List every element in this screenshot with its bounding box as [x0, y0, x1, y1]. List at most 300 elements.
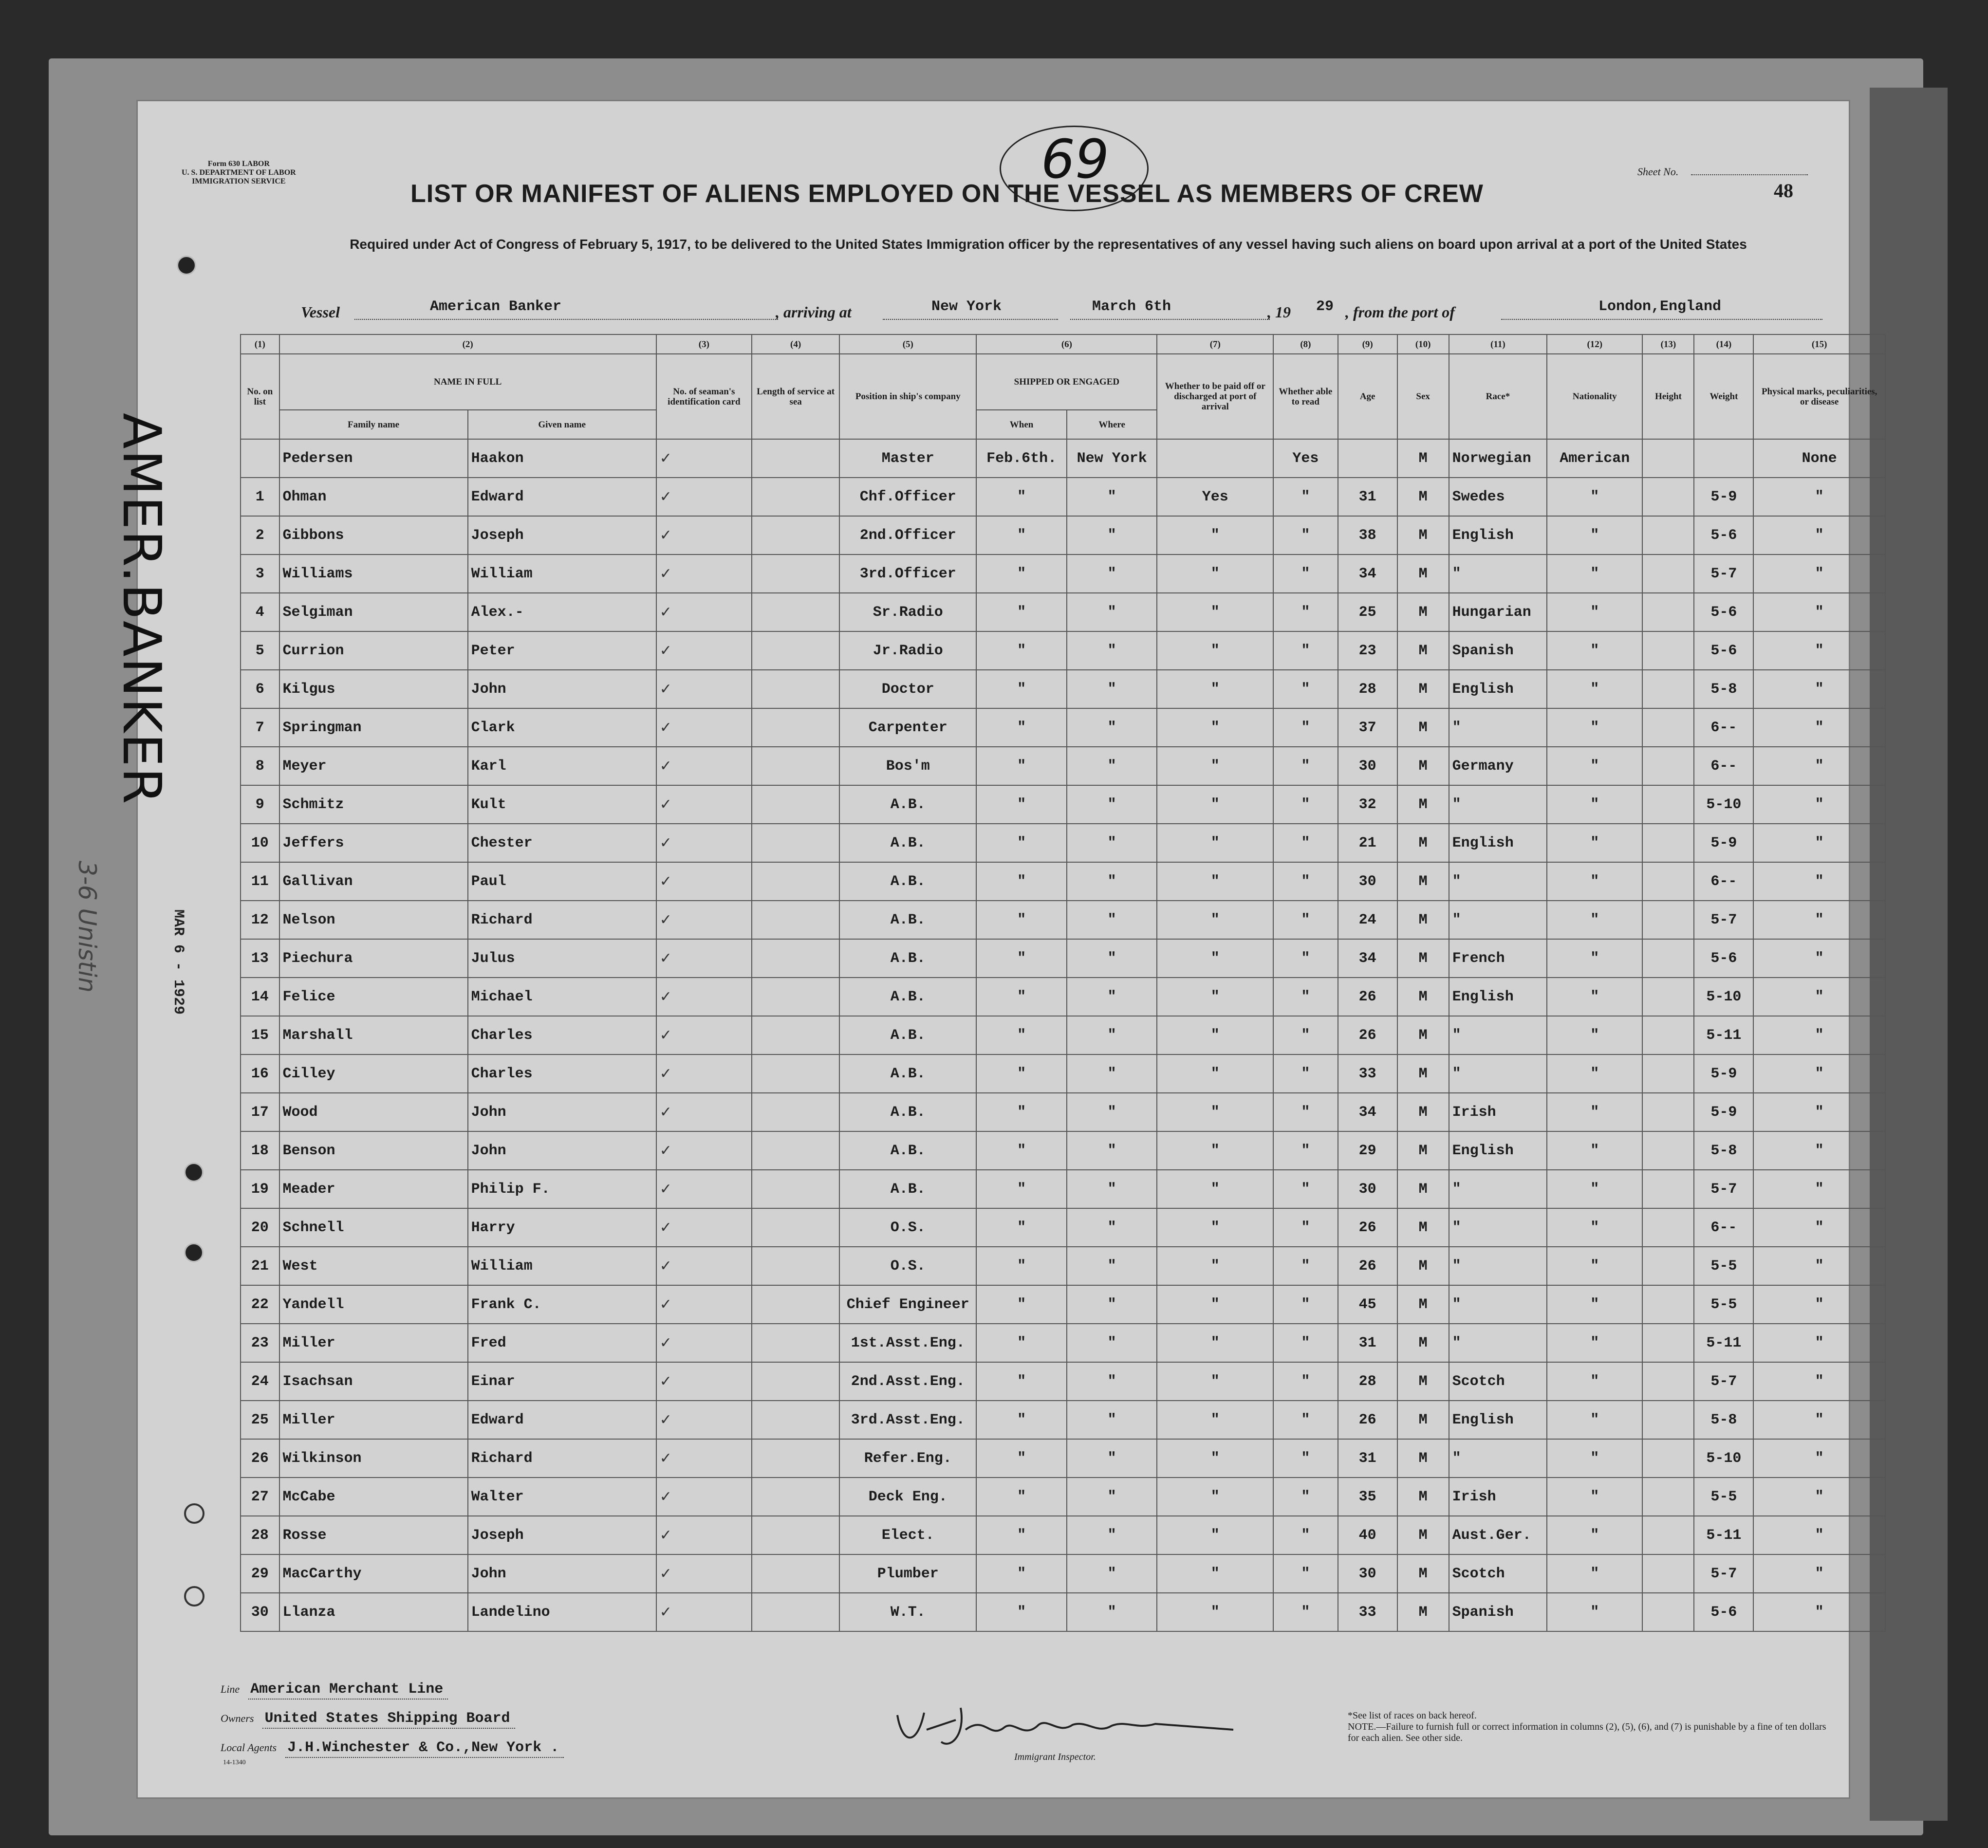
cell-read: ": [1273, 1054, 1338, 1093]
cell-no: 11: [241, 862, 279, 901]
cell-family: Jeffers: [279, 824, 468, 862]
from-dotline: [1501, 319, 1822, 320]
cell-position: A.B.: [839, 901, 976, 939]
cell-age: 28: [1338, 1362, 1397, 1401]
cell-paid: ": [1157, 1208, 1273, 1247]
cell-where: ": [1067, 1478, 1157, 1516]
cell-where: ": [1067, 478, 1157, 516]
cell-where: ": [1067, 785, 1157, 824]
cell-marks: ": [1753, 978, 1885, 1016]
cell-race: Spanish: [1449, 631, 1547, 670]
cell-sex: M: [1397, 1516, 1449, 1554]
table-row: [241, 978, 1885, 1016]
cell-race: Aust.Ger.: [1449, 1516, 1547, 1554]
header-given-name: Given name: [468, 410, 656, 439]
cell-age: 25: [1338, 593, 1397, 631]
note-penalty: NOTE.—Failure to furnish full or correct information in columns (2), (5), (6), and (7) is punishable by a fine of ten dollars for each alien. See other side.: [1348, 1721, 1826, 1743]
cell-weight: 5-6: [1694, 516, 1753, 554]
agents-label: Local Agents: [221, 1741, 277, 1754]
cell-age: 34: [1338, 1093, 1397, 1131]
cell-where: ": [1067, 1516, 1157, 1554]
cell-family: Miller: [279, 1324, 468, 1362]
cell-weight: 6--: [1694, 708, 1753, 747]
table-row: [241, 747, 1885, 785]
table-row: [241, 478, 1885, 516]
cell-position: A.B.: [839, 978, 976, 1016]
cell-family: MacCarthy: [279, 1554, 468, 1593]
cell-marks: ": [1753, 1554, 1885, 1593]
id-card-checkmark: ✓: [656, 1516, 752, 1554]
cell-where: ": [1067, 1054, 1157, 1093]
cell-marks: ": [1753, 1208, 1885, 1247]
cell-weight: 5-5: [1694, 1247, 1753, 1285]
cell-read: ": [1273, 1285, 1338, 1324]
cell-where: ": [1067, 1208, 1157, 1247]
table-row: [241, 554, 1885, 593]
cell-age: 26: [1338, 978, 1397, 1016]
cell-nationality: ": [1547, 670, 1642, 708]
cell-family: Benson: [279, 1131, 468, 1170]
cell-given: Peter: [468, 631, 656, 670]
cell-read: ": [1273, 1554, 1338, 1593]
cell-age: 30: [1338, 862, 1397, 901]
height-cell: [1642, 1054, 1694, 1093]
table-row: [241, 1247, 1885, 1285]
cell-read: ": [1273, 1401, 1338, 1439]
cell-age: [1338, 439, 1397, 478]
cell-nationality: ": [1547, 978, 1642, 1016]
cell-when: ": [976, 670, 1067, 708]
cell-sex: M: [1397, 1131, 1449, 1170]
cell-age: 26: [1338, 1401, 1397, 1439]
cell-marks: ": [1753, 901, 1885, 939]
cell-sex: M: [1397, 1478, 1449, 1516]
cell-where: ": [1067, 631, 1157, 670]
cell-paid: ": [1157, 1401, 1273, 1439]
id-card-checkmark: ✓: [656, 1439, 752, 1478]
cell-position: A.B.: [839, 1016, 976, 1054]
cell-nationality: ": [1547, 1439, 1642, 1478]
id-card-checkmark: ✓: [656, 862, 752, 901]
cell-given: Fred: [468, 1324, 656, 1362]
table-row: [241, 670, 1885, 708]
height-cell: [1642, 478, 1694, 516]
cell-marks: ": [1753, 1324, 1885, 1362]
cell-read: ": [1273, 708, 1338, 747]
table-row: [241, 1285, 1885, 1324]
cell-weight: 5-6: [1694, 593, 1753, 631]
cell-marks: ": [1753, 862, 1885, 901]
cell-weight: 5-8: [1694, 1401, 1753, 1439]
length-cell: [752, 1208, 839, 1247]
cell-when: ": [976, 1593, 1067, 1631]
cell-no: 5: [241, 631, 279, 670]
cell-marks: ": [1753, 516, 1885, 554]
cell-family: Wilkinson: [279, 1439, 468, 1478]
cell-position: Chf.Officer: [839, 478, 976, 516]
cell-weight: 5-7: [1694, 1554, 1753, 1593]
cell-read: ": [1273, 1439, 1338, 1478]
cell-family: Llanza: [279, 1593, 468, 1631]
cell-sex: M: [1397, 1054, 1449, 1093]
cell-sex: M: [1397, 554, 1449, 593]
table-row: [241, 1016, 1885, 1054]
cell-when: ": [976, 1285, 1067, 1324]
cell-no: 21: [241, 1247, 279, 1285]
agents-value: J.H.Winchester & Co.,New York .: [285, 1739, 564, 1758]
table-row: [241, 439, 1885, 478]
header-where: Where: [1067, 410, 1157, 439]
id-card-checkmark: ✓: [656, 554, 752, 593]
table-row: [241, 593, 1885, 631]
cell-position: A.B.: [839, 1170, 976, 1208]
cell-where: ": [1067, 670, 1157, 708]
cell-race: Scotch: [1449, 1554, 1547, 1593]
cell-read: ": [1273, 1516, 1338, 1554]
form-identifier: Form 630 LABOR U. S. DEPARTMENT OF LABOR IMMIGRATION SERVICE: [182, 160, 296, 185]
required-notice: Required under Act of Congress of February 5, 1917, to be delivered to the United States Immigration officer by the representatives of any vessel having such aliens on board upon arrival at a port of the United States: [350, 237, 1747, 252]
cell-weight: 5-6: [1694, 1593, 1753, 1631]
header-paid-off: Whether to be paid off or discharged at port of arrival: [1157, 354, 1273, 439]
cell-given: Julus: [468, 939, 656, 978]
binder-hole: [184, 1163, 204, 1182]
length-cell: [752, 1131, 839, 1170]
cell-race: ": [1449, 1439, 1547, 1478]
length-cell: [752, 554, 839, 593]
cell-marks: ": [1753, 824, 1885, 862]
cell-paid: ": [1157, 670, 1273, 708]
table-row: [241, 631, 1885, 670]
cell-read: ": [1273, 1247, 1338, 1285]
cell-paid: ": [1157, 824, 1273, 862]
cell-given: Joseph: [468, 1516, 656, 1554]
height-cell: [1642, 785, 1694, 824]
cell-where: New York: [1067, 439, 1157, 478]
cell-age: 32: [1338, 785, 1397, 824]
height-cell: [1642, 1285, 1694, 1324]
cell-position: Elect.: [839, 1516, 976, 1554]
cell-read: ": [1273, 939, 1338, 978]
cell-age: 30: [1338, 1170, 1397, 1208]
cell-given: Haakon: [468, 439, 656, 478]
cell-read: ": [1273, 1170, 1338, 1208]
owners-label: Owners: [221, 1712, 254, 1724]
cell-nationality: ": [1547, 1016, 1642, 1054]
cell-age: 31: [1338, 1324, 1397, 1362]
length-cell: [752, 1593, 839, 1631]
cell-paid: ": [1157, 1324, 1273, 1362]
cell-nationality: ": [1547, 1170, 1642, 1208]
cell-weight: 5-9: [1694, 1093, 1753, 1131]
cell-weight: 6--: [1694, 747, 1753, 785]
cell-where: ": [1067, 1131, 1157, 1170]
cell-weight: 5-7: [1694, 554, 1753, 593]
cell-no: 14: [241, 978, 279, 1016]
id-card-checkmark: ✓: [656, 1362, 752, 1401]
cell-where: ": [1067, 708, 1157, 747]
id-card-checkmark: ✓: [656, 1208, 752, 1247]
cell-marks: ": [1753, 1362, 1885, 1401]
cell-age: 34: [1338, 939, 1397, 978]
cell-nationality: ": [1547, 1247, 1642, 1285]
cell-position: Sr.Radio: [839, 593, 976, 631]
cell-race: Norwegian: [1449, 439, 1547, 478]
cell-given: Michael: [468, 978, 656, 1016]
cell-read: ": [1273, 516, 1338, 554]
cell-given: William: [468, 1247, 656, 1285]
cell-no: 7: [241, 708, 279, 747]
cell-marks: ": [1753, 1247, 1885, 1285]
cell-age: 31: [1338, 478, 1397, 516]
cell-given: Frank C.: [468, 1285, 656, 1324]
cell-position: A.B.: [839, 1131, 976, 1170]
id-card-checkmark: ✓: [656, 478, 752, 516]
cell-given: Walter: [468, 1478, 656, 1516]
cell-weight: 6--: [1694, 1208, 1753, 1247]
cell-paid: ": [1157, 1016, 1273, 1054]
cell-family: West: [279, 1247, 468, 1285]
table-row: [241, 939, 1885, 978]
cell-given: Clark: [468, 708, 656, 747]
length-cell: [752, 1401, 839, 1439]
cell-when: ": [976, 593, 1067, 631]
length-cell: [752, 1439, 839, 1478]
cell-nationality: ": [1547, 554, 1642, 593]
cell-nationality: ": [1547, 785, 1642, 824]
cell-sex: M: [1397, 824, 1449, 862]
height-cell: [1642, 1478, 1694, 1516]
table-row: [241, 824, 1885, 862]
cell-sex: M: [1397, 978, 1449, 1016]
cell-paid: ": [1157, 1131, 1273, 1170]
cell-paid: ": [1157, 631, 1273, 670]
header-shipped: SHIPPED OR ENGAGED: [976, 354, 1157, 410]
cell-family: Piechura: [279, 939, 468, 978]
cell-family: Marshall: [279, 1016, 468, 1054]
cell-read: ": [1273, 1362, 1338, 1401]
id-card-checkmark: ✓: [656, 978, 752, 1016]
cell-given: Harry: [468, 1208, 656, 1247]
cell-family: Isachsan: [279, 1362, 468, 1401]
cell-position: 3rd.Asst.Eng.: [839, 1401, 976, 1439]
cell-weight: 5-9: [1694, 824, 1753, 862]
length-cell: [752, 1516, 839, 1554]
cell-nationality: ": [1547, 1208, 1642, 1247]
cell-age: 26: [1338, 1208, 1397, 1247]
cell-family: Yandell: [279, 1285, 468, 1324]
cell-when: ": [976, 1016, 1067, 1054]
cell-read: ": [1273, 824, 1338, 862]
cell-no: 17: [241, 1093, 279, 1131]
cell-when: ": [976, 901, 1067, 939]
cell-nationality: ": [1547, 1516, 1642, 1554]
cell-no: 13: [241, 939, 279, 978]
cell-read: ": [1273, 670, 1338, 708]
height-cell: [1642, 978, 1694, 1016]
crew-rows: [241, 439, 1885, 1631]
cell-read: ": [1273, 631, 1338, 670]
cell-no: 1: [241, 478, 279, 516]
cell-family: Kilgus: [279, 670, 468, 708]
cell-where: ": [1067, 1285, 1157, 1324]
cell-race: ": [1449, 785, 1547, 824]
cell-read: ": [1273, 1478, 1338, 1516]
header-sex: Sex: [1397, 354, 1449, 439]
height-cell: [1642, 1170, 1694, 1208]
cell-given: Einar: [468, 1362, 656, 1401]
cell-position: A.B.: [839, 862, 976, 901]
cell-marks: ": [1753, 1170, 1885, 1208]
cell-race: Irish: [1449, 1093, 1547, 1131]
length-cell: [752, 1170, 839, 1208]
cell-family: Pedersen: [279, 439, 468, 478]
cell-read: ": [1273, 478, 1338, 516]
table-row: [241, 1554, 1885, 1593]
cell-family: McCabe: [279, 1478, 468, 1516]
cell-paid: ": [1157, 978, 1273, 1016]
cell-nationality: ": [1547, 1131, 1642, 1170]
cell-weight: 5-10: [1694, 785, 1753, 824]
cell-sex: M: [1397, 670, 1449, 708]
cell-marks: ": [1753, 1439, 1885, 1478]
cell-no: 28: [241, 1516, 279, 1554]
cell-marks: ": [1753, 939, 1885, 978]
cell-where: ": [1067, 1554, 1157, 1593]
length-cell: [752, 1016, 839, 1054]
cell-family: Wood: [279, 1093, 468, 1131]
height-cell: [1642, 1516, 1694, 1554]
length-cell: [752, 670, 839, 708]
table-row: [241, 1054, 1885, 1093]
cell-marks: ": [1753, 631, 1885, 670]
cell-marks: ": [1753, 1054, 1885, 1093]
table-row: [241, 1401, 1885, 1439]
id-card-checkmark: ✓: [656, 1131, 752, 1170]
cell-no: 20: [241, 1208, 279, 1247]
cell-sex: M: [1397, 516, 1449, 554]
cell-where: ": [1067, 1362, 1157, 1401]
cell-marks: ": [1753, 593, 1885, 631]
cell-given: Philip F.: [468, 1170, 656, 1208]
cell-race: ": [1449, 1054, 1547, 1093]
length-cell: [752, 824, 839, 862]
cell-no: 19: [241, 1170, 279, 1208]
colnum-3: (3): [656, 334, 752, 354]
colnum-7: (7): [1157, 334, 1273, 354]
cell-read: ": [1273, 1016, 1338, 1054]
cell-nationality: ": [1547, 747, 1642, 785]
id-card-checkmark: ✓: [656, 708, 752, 747]
cell-nationality: ": [1547, 1054, 1642, 1093]
cell-given: William: [468, 554, 656, 593]
cell-given: Paul: [468, 862, 656, 901]
cell-race: ": [1449, 1016, 1547, 1054]
manifest-sheet: [73, 100, 1877, 1799]
cell-family: Schnell: [279, 1208, 468, 1247]
inspector-signature: [883, 1700, 1243, 1754]
cell-no: 16: [241, 1054, 279, 1093]
cell-paid: ": [1157, 1170, 1273, 1208]
cell-nationality: ": [1547, 1093, 1642, 1131]
height-cell: [1642, 631, 1694, 670]
cell-given: Kult: [468, 785, 656, 824]
cell-race: English: [1449, 978, 1547, 1016]
cell-marks: ": [1753, 670, 1885, 708]
cell-read: ": [1273, 978, 1338, 1016]
cell-when: ": [976, 1516, 1067, 1554]
cell-when: ": [976, 1478, 1067, 1516]
cell-given: Edward: [468, 478, 656, 516]
inspector-label: Immigrant Inspector.: [1014, 1752, 1096, 1762]
cell-age: 26: [1338, 1016, 1397, 1054]
length-cell: [752, 516, 839, 554]
cell-when: ": [976, 1054, 1067, 1093]
cell-race: English: [1449, 1401, 1547, 1439]
colnum-12: (12): [1547, 334, 1642, 354]
cell-weight: 5-6: [1694, 939, 1753, 978]
cell-age: 30: [1338, 747, 1397, 785]
table-row: [241, 901, 1885, 939]
colnum-15: (15): [1753, 334, 1885, 354]
cell-race: ": [1449, 901, 1547, 939]
cell-family: Meyer: [279, 747, 468, 785]
cell-where: ": [1067, 516, 1157, 554]
table-row: [241, 1362, 1885, 1401]
cell-read: ": [1273, 1093, 1338, 1131]
cell-when: ": [976, 747, 1067, 785]
cell-no: 8: [241, 747, 279, 785]
cell-read: ": [1273, 747, 1338, 785]
header-no-on-list: No. on list: [241, 354, 279, 439]
cell-age: 24: [1338, 901, 1397, 939]
arrival-date: March 6th: [1092, 298, 1171, 315]
colnum-10: (10): [1397, 334, 1449, 354]
cell-race: ": [1449, 1285, 1547, 1324]
manifest-table: [240, 334, 1886, 1632]
cell-position: Chief Engineer: [839, 1285, 976, 1324]
cell-where: ": [1067, 1016, 1157, 1054]
table-row: [241, 1593, 1885, 1631]
cell-nationality: ": [1547, 1362, 1642, 1401]
cell-no: 22: [241, 1285, 279, 1324]
height-cell: [1642, 1247, 1694, 1285]
cell-when: ": [976, 1554, 1067, 1593]
height-cell: [1642, 1016, 1694, 1054]
sheet-dotline: [1691, 174, 1808, 175]
arriving-label: , arriving at: [776, 303, 852, 321]
footer-agents: [221, 1739, 564, 1758]
cell-when: ": [976, 554, 1067, 593]
table-row: [241, 1208, 1885, 1247]
cell-age: 23: [1338, 631, 1397, 670]
cell-marks: ": [1753, 1516, 1885, 1554]
cell-position: Jr.Radio: [839, 631, 976, 670]
cell-read: ": [1273, 593, 1338, 631]
cell-nationality: ": [1547, 1285, 1642, 1324]
cell-when: ": [976, 1131, 1067, 1170]
length-cell: [752, 1554, 839, 1593]
height-cell: [1642, 1131, 1694, 1170]
cell-family: Gallivan: [279, 862, 468, 901]
cell-weight: 5-10: [1694, 978, 1753, 1016]
date-stamp: MAR 6 - 1929: [170, 909, 186, 1015]
cell-position: O.S.: [839, 1208, 976, 1247]
length-cell: [752, 439, 839, 478]
colnum-5: (5): [839, 334, 976, 354]
cell-sex: M: [1397, 1093, 1449, 1131]
length-cell: [752, 1285, 839, 1324]
cell-nationality: ": [1547, 1478, 1642, 1516]
